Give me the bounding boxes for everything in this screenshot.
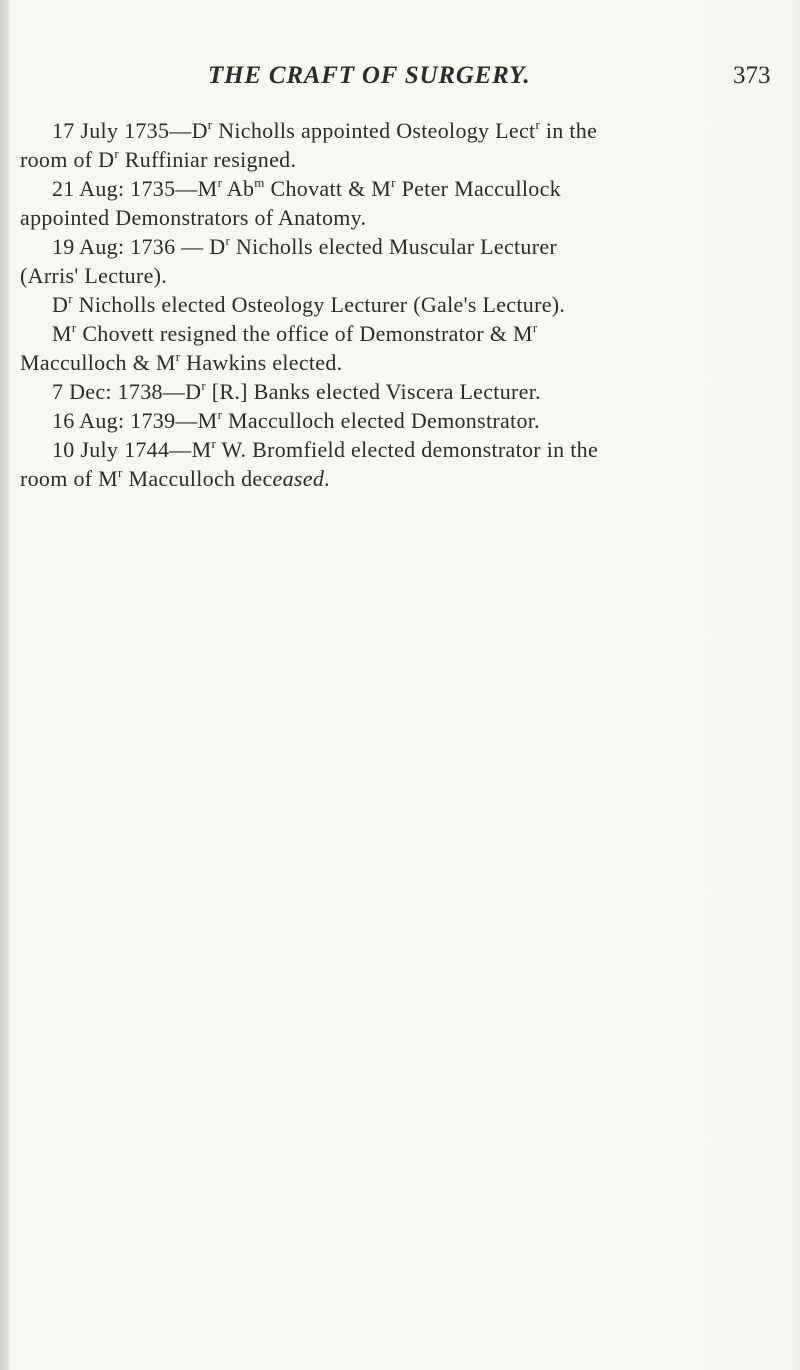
page-header: [0, 62, 800, 102]
running-title: THE CRAFT OF SURGERY.: [208, 62, 531, 89]
text-run: room of M: [20, 466, 119, 491]
page-edge-shading: [790, 0, 800, 1370]
entry-line: [20, 232, 725, 261]
superscript: r: [535, 117, 541, 132]
entry-line: [20, 145, 725, 174]
page-number: 373: [733, 62, 771, 89]
entry-line: [20, 406, 725, 435]
entry-line: [20, 319, 725, 348]
text-run: D: [52, 292, 69, 317]
text-run: Macculloch elected Demonstrator.: [222, 408, 540, 433]
text-run: 16 Aug: 1739—M: [52, 408, 218, 433]
superscript: r: [225, 233, 231, 248]
text-run: room of D: [20, 147, 115, 172]
superscript: m: [254, 175, 265, 190]
superscript: r: [201, 378, 206, 393]
text-run: 21 Aug: 1735—M: [52, 176, 218, 201]
text-run: in the: [540, 118, 598, 143]
text-run: .: [324, 466, 330, 491]
italic-text-run: eased: [272, 466, 325, 491]
text-run: Peter Macculloc: [395, 176, 550, 201]
text-run: Chovett resigned the office of Demonstrator & M: [76, 321, 533, 346]
superscript: r: [217, 407, 223, 422]
superscript: r: [114, 146, 119, 161]
text-run: W. Bromfield elected demonstrator in the: [216, 437, 599, 462]
text-run: M: [52, 321, 72, 346]
entry-line: [20, 377, 725, 406]
text-run: Hawkins elected.: [180, 350, 343, 375]
entry-line: [20, 203, 725, 232]
text-run: Macculloch & M: [20, 350, 176, 375]
text-run: Nicholls appointed Osteology Lect: [212, 118, 536, 143]
text-run: 10 July 1744—M: [52, 437, 212, 462]
minutes-entries: [20, 116, 725, 493]
superscript: r: [118, 465, 123, 480]
text-run: k: [549, 176, 561, 201]
superscript: r: [211, 436, 217, 451]
text-run: Nicholls elected Osteology Lecturer (Gale's Lecture).: [72, 292, 566, 317]
text-run: [R.] Banks elected Viscera Lecturer.: [205, 379, 541, 404]
text-run: 19 Aug: 1736 — D: [52, 234, 226, 259]
text-run: Ab: [222, 176, 255, 201]
text-run: Ruffiniar resigned.: [119, 147, 297, 172]
superscript: r: [68, 291, 73, 306]
page-binding-edge: [0, 0, 10, 1370]
entry-line: [20, 174, 725, 203]
entry-line: [20, 464, 725, 493]
entry-line: [20, 348, 725, 377]
superscript: r: [391, 175, 396, 190]
superscript: r: [207, 117, 213, 132]
superscript: r: [532, 320, 538, 335]
entry-line: [20, 290, 725, 319]
superscript: r: [217, 175, 223, 190]
text-run: 7 Dec: 1738—D: [52, 379, 202, 404]
text-run: Macculloch dec: [122, 466, 273, 491]
text-run: 17 July 1735—D: [52, 118, 208, 143]
entry-line: [20, 261, 725, 290]
text-run: Nicholls elected Muscular Lecturer: [230, 234, 558, 259]
superscript: r: [71, 320, 77, 335]
text-run: (Arris' Lecture).: [20, 263, 168, 288]
text-run: appointed Demonstrators of Anatomy.: [20, 205, 367, 230]
entry-line: [20, 116, 725, 145]
text-run: Chovatt & M: [264, 176, 392, 201]
superscript: r: [175, 349, 181, 364]
entry-line: [20, 435, 725, 464]
